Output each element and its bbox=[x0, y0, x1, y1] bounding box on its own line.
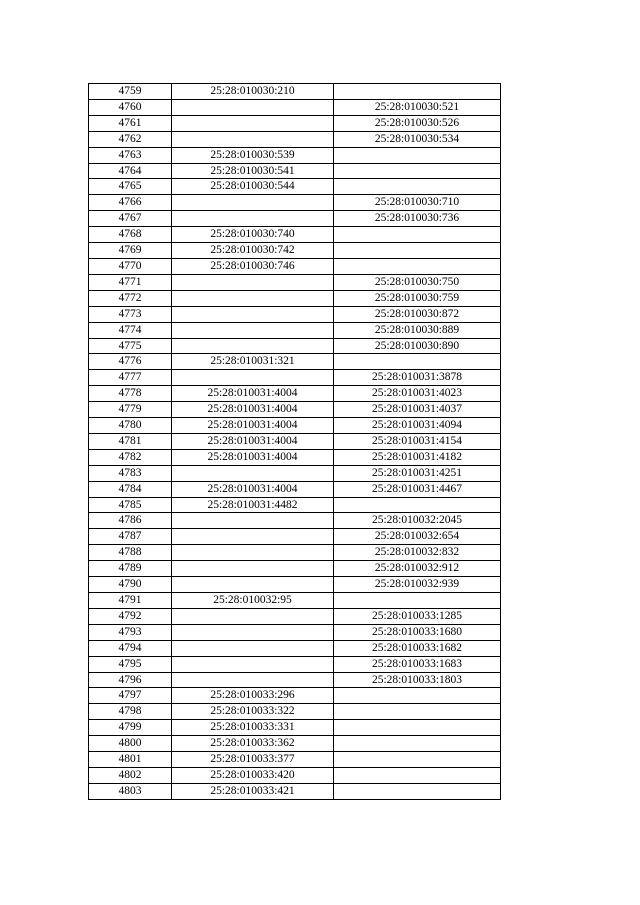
table-row bbox=[89, 370, 501, 386]
table-row bbox=[89, 227, 501, 243]
row-number-cell: 4762 bbox=[89, 131, 172, 147]
cadastral-number-cell-col2: 25:28:010031:4004 bbox=[172, 433, 334, 449]
table-body bbox=[89, 84, 501, 800]
row-number-cell: 4776 bbox=[89, 354, 172, 370]
cadastral-number-cell-col2: 25:28:010033:296 bbox=[172, 688, 334, 704]
cadastral-number-cell-col2 bbox=[172, 306, 334, 322]
row-number-cell: 4794 bbox=[89, 640, 172, 656]
row-number-cell: 4761 bbox=[89, 115, 172, 131]
cadastral-number-cell-col3: 25:28:010033:1683 bbox=[334, 656, 501, 672]
row-number-cell: 4766 bbox=[89, 195, 172, 211]
row-number-cell: 4795 bbox=[89, 656, 172, 672]
table-row bbox=[89, 354, 501, 370]
cadastral-number-cell-col3: 25:28:010031:4094 bbox=[334, 418, 501, 434]
cadastral-number-cell-col3: 25:28:010032:654 bbox=[334, 529, 501, 545]
table-row bbox=[89, 195, 501, 211]
cadastral-number-cell-col2: 25:28:010031:4482 bbox=[172, 497, 334, 513]
row-number-cell: 4768 bbox=[89, 227, 172, 243]
row-number-cell: 4787 bbox=[89, 529, 172, 545]
cadastral-number-cell-col3: 25:28:010032:912 bbox=[334, 561, 501, 577]
cadastral-number-cell-col3 bbox=[334, 243, 501, 259]
cadastral-number-cell-col2: 25:28:010030:539 bbox=[172, 147, 334, 163]
cadastral-number-cell-col3: 25:28:010032:939 bbox=[334, 577, 501, 593]
cadastral-number-cell-col3: 25:28:010030:889 bbox=[334, 322, 501, 338]
table-row bbox=[89, 624, 501, 640]
cadastral-number-cell-col2 bbox=[172, 290, 334, 306]
table-row bbox=[89, 704, 501, 720]
cadastral-number-cell-col2 bbox=[172, 529, 334, 545]
cadastral-number-cell-col2: 25:28:010030:544 bbox=[172, 179, 334, 195]
cadastral-number-cell-col3 bbox=[334, 84, 501, 100]
row-number-cell: 4777 bbox=[89, 370, 172, 386]
table-row bbox=[89, 402, 501, 418]
cadastral-number-cell-col2: 25:28:010031:4004 bbox=[172, 402, 334, 418]
cadastral-number-cell-col2: 25:28:010031:4004 bbox=[172, 449, 334, 465]
table-row bbox=[89, 322, 501, 338]
cadastral-number-cell-col3 bbox=[334, 783, 501, 799]
row-number-cell: 4770 bbox=[89, 258, 172, 274]
cadastral-number-cell-col3: 25:28:010031:4154 bbox=[334, 433, 501, 449]
cadastral-number-cell-col2: 25:28:010033:322 bbox=[172, 704, 334, 720]
cadastral-number-cell-col2 bbox=[172, 465, 334, 481]
cadastral-number-cell-col3 bbox=[334, 163, 501, 179]
cadastral-number-cell-col3 bbox=[334, 752, 501, 768]
cadastral-number-cell-col3: 25:28:010031:4037 bbox=[334, 402, 501, 418]
cadastral-number-cell-col3: 25:28:010033:1285 bbox=[334, 608, 501, 624]
table-row bbox=[89, 593, 501, 609]
cadastral-number-cell-col2 bbox=[172, 338, 334, 354]
cadastral-number-cell-col2 bbox=[172, 195, 334, 211]
cadastral-number-cell-col2 bbox=[172, 577, 334, 593]
row-number-cell: 4771 bbox=[89, 274, 172, 290]
cadastral-number-cell-col3: 25:28:010032:832 bbox=[334, 545, 501, 561]
cadastral-number-cell-col2: 25:28:010031:4004 bbox=[172, 481, 334, 497]
cadastral-number-cell-col2 bbox=[172, 131, 334, 147]
cadastral-number-cell-col3 bbox=[334, 720, 501, 736]
row-number-cell: 4781 bbox=[89, 433, 172, 449]
table-row bbox=[89, 386, 501, 402]
cadastral-number-cell-col3 bbox=[334, 179, 501, 195]
table-row bbox=[89, 736, 501, 752]
row-number-cell: 4789 bbox=[89, 561, 172, 577]
row-number-cell: 4782 bbox=[89, 449, 172, 465]
table-row bbox=[89, 672, 501, 688]
table-row bbox=[89, 545, 501, 561]
cadastral-number-cell-col2: 25:28:010031:4004 bbox=[172, 418, 334, 434]
cadastral-number-cell-col2 bbox=[172, 370, 334, 386]
cadastral-number-cell-col3: 25:28:010030:534 bbox=[334, 131, 501, 147]
row-number-cell: 4774 bbox=[89, 322, 172, 338]
cadastral-number-cell-col2: 25:28:010033:420 bbox=[172, 767, 334, 783]
cadastral-number-cell-col2 bbox=[172, 624, 334, 640]
cadastral-number-cell-col3: 25:28:010030:710 bbox=[334, 195, 501, 211]
table-row bbox=[89, 608, 501, 624]
row-number-cell: 4798 bbox=[89, 704, 172, 720]
cadastral-number-cell-col2: 25:28:010030:740 bbox=[172, 227, 334, 243]
row-number-cell: 4784 bbox=[89, 481, 172, 497]
table-row bbox=[89, 577, 501, 593]
cadastral-number-cell-col2: 25:28:010033:362 bbox=[172, 736, 334, 752]
cadastral-number-cell-col2: 25:28:010031:321 bbox=[172, 354, 334, 370]
table-row bbox=[89, 290, 501, 306]
cadastral-number-cell-col3: 25:28:010033:1682 bbox=[334, 640, 501, 656]
row-number-cell: 4765 bbox=[89, 179, 172, 195]
cadastral-number-cell-col2: 25:28:010033:421 bbox=[172, 783, 334, 799]
cadastral-number-cell-col3: 25:28:010031:3878 bbox=[334, 370, 501, 386]
cadastral-number-cell-col3: 25:28:010030:759 bbox=[334, 290, 501, 306]
row-number-cell: 4791 bbox=[89, 593, 172, 609]
cadastral-number-cell-col3 bbox=[334, 497, 501, 513]
table-row bbox=[89, 688, 501, 704]
row-number-cell: 4775 bbox=[89, 338, 172, 354]
row-number-cell: 4783 bbox=[89, 465, 172, 481]
table-row bbox=[89, 513, 501, 529]
row-number-cell: 4760 bbox=[89, 99, 172, 115]
table-row bbox=[89, 131, 501, 147]
row-number-cell: 4790 bbox=[89, 577, 172, 593]
cadastral-number-cell-col2 bbox=[172, 115, 334, 131]
cadastral-number-cell-col2: 25:28:010031:4004 bbox=[172, 386, 334, 402]
cadastral-number-cell-col3: 25:28:010033:1680 bbox=[334, 624, 501, 640]
cadastral-number-cell-col3 bbox=[334, 354, 501, 370]
row-number-cell: 4769 bbox=[89, 243, 172, 259]
cadastral-number-cell-col3: 25:28:010031:4023 bbox=[334, 386, 501, 402]
table-row bbox=[89, 529, 501, 545]
table-row bbox=[89, 418, 501, 434]
table-row bbox=[89, 99, 501, 115]
cadastral-number-cell-col3: 25:28:010030:736 bbox=[334, 211, 501, 227]
cadastral-number-cell-col3 bbox=[334, 767, 501, 783]
table-row bbox=[89, 465, 501, 481]
table-row bbox=[89, 243, 501, 259]
table-row bbox=[89, 147, 501, 163]
table-row bbox=[89, 163, 501, 179]
row-number-cell: 4796 bbox=[89, 672, 172, 688]
cadastral-number-cell-col3: 25:28:010031:4467 bbox=[334, 481, 501, 497]
cadastral-number-cell-col2: 25:28:010030:742 bbox=[172, 243, 334, 259]
row-number-cell: 4800 bbox=[89, 736, 172, 752]
table-row bbox=[89, 752, 501, 768]
table-row bbox=[89, 115, 501, 131]
cadastral-number-table bbox=[88, 83, 501, 800]
row-number-cell: 4793 bbox=[89, 624, 172, 640]
table-row bbox=[89, 338, 501, 354]
table-row bbox=[89, 433, 501, 449]
cadastral-number-cell-col3 bbox=[334, 704, 501, 720]
cadastral-number-cell-col3 bbox=[334, 227, 501, 243]
table-row bbox=[89, 274, 501, 290]
table-row bbox=[89, 656, 501, 672]
cadastral-number-cell-col3: 25:28:010031:4182 bbox=[334, 449, 501, 465]
cadastral-number-cell-col3 bbox=[334, 258, 501, 274]
table-row bbox=[89, 84, 501, 100]
table-row bbox=[89, 561, 501, 577]
cadastral-number-cell-col2: 25:28:010033:331 bbox=[172, 720, 334, 736]
table-row bbox=[89, 767, 501, 783]
cadastral-number-cell-col2 bbox=[172, 640, 334, 656]
cadastral-number-cell-col2 bbox=[172, 99, 334, 115]
cadastral-number-cell-col3: 25:28:010030:521 bbox=[334, 99, 501, 115]
table-row bbox=[89, 481, 501, 497]
cadastral-number-cell-col2 bbox=[172, 656, 334, 672]
table-row bbox=[89, 211, 501, 227]
cadastral-number-cell-col3: 25:28:010033:1803 bbox=[334, 672, 501, 688]
table-row bbox=[89, 783, 501, 799]
cadastral-number-cell-col2: 25:28:010032:95 bbox=[172, 593, 334, 609]
row-number-cell: 4788 bbox=[89, 545, 172, 561]
table-row bbox=[89, 449, 501, 465]
row-number-cell: 4773 bbox=[89, 306, 172, 322]
row-number-cell: 4759 bbox=[89, 84, 172, 100]
cadastral-number-cell-col2: 25:28:010030:210 bbox=[172, 84, 334, 100]
cadastral-number-cell-col3: 25:28:010030:526 bbox=[334, 115, 501, 131]
cadastral-number-cell-col2 bbox=[172, 513, 334, 529]
table-row bbox=[89, 640, 501, 656]
cadastral-number-cell-col2 bbox=[172, 561, 334, 577]
row-number-cell: 4763 bbox=[89, 147, 172, 163]
row-number-cell: 4803 bbox=[89, 783, 172, 799]
cadastral-number-cell-col2 bbox=[172, 608, 334, 624]
cadastral-number-cell-col2 bbox=[172, 672, 334, 688]
cadastral-number-cell-col3: 25:28:010030:872 bbox=[334, 306, 501, 322]
cadastral-number-cell-col3 bbox=[334, 147, 501, 163]
row-number-cell: 4797 bbox=[89, 688, 172, 704]
row-number-cell: 4779 bbox=[89, 402, 172, 418]
cadastral-number-cell-col2: 25:28:010030:746 bbox=[172, 258, 334, 274]
cadastral-number-cell-col3: 25:28:010031:4251 bbox=[334, 465, 501, 481]
cadastral-number-cell-col3: 25:28:010032:2045 bbox=[334, 513, 501, 529]
row-number-cell: 4780 bbox=[89, 418, 172, 434]
cadastral-number-cell-col2 bbox=[172, 322, 334, 338]
cadastral-number-cell-col2 bbox=[172, 274, 334, 290]
row-number-cell: 4764 bbox=[89, 163, 172, 179]
table-row bbox=[89, 720, 501, 736]
cadastral-number-cell-col3 bbox=[334, 688, 501, 704]
row-number-cell: 4801 bbox=[89, 752, 172, 768]
row-number-cell: 4786 bbox=[89, 513, 172, 529]
cadastral-number-cell-col3: 25:28:010030:890 bbox=[334, 338, 501, 354]
row-number-cell: 4799 bbox=[89, 720, 172, 736]
row-number-cell: 4778 bbox=[89, 386, 172, 402]
row-number-cell: 4767 bbox=[89, 211, 172, 227]
table-row bbox=[89, 306, 501, 322]
row-number-cell: 4772 bbox=[89, 290, 172, 306]
cadastral-number-cell-col3: 25:28:010030:750 bbox=[334, 274, 501, 290]
row-number-cell: 4792 bbox=[89, 608, 172, 624]
row-number-cell: 4785 bbox=[89, 497, 172, 513]
cadastral-number-cell-col2: 25:28:010033:377 bbox=[172, 752, 334, 768]
table-row bbox=[89, 258, 501, 274]
table-row bbox=[89, 497, 501, 513]
table-row bbox=[89, 179, 501, 195]
row-number-cell: 4802 bbox=[89, 767, 172, 783]
cadastral-number-cell-col2: 25:28:010030:541 bbox=[172, 163, 334, 179]
cadastral-number-cell-col2 bbox=[172, 545, 334, 561]
cadastral-number-cell-col3 bbox=[334, 593, 501, 609]
cadastral-number-cell-col2 bbox=[172, 211, 334, 227]
cadastral-number-cell-col3 bbox=[334, 736, 501, 752]
